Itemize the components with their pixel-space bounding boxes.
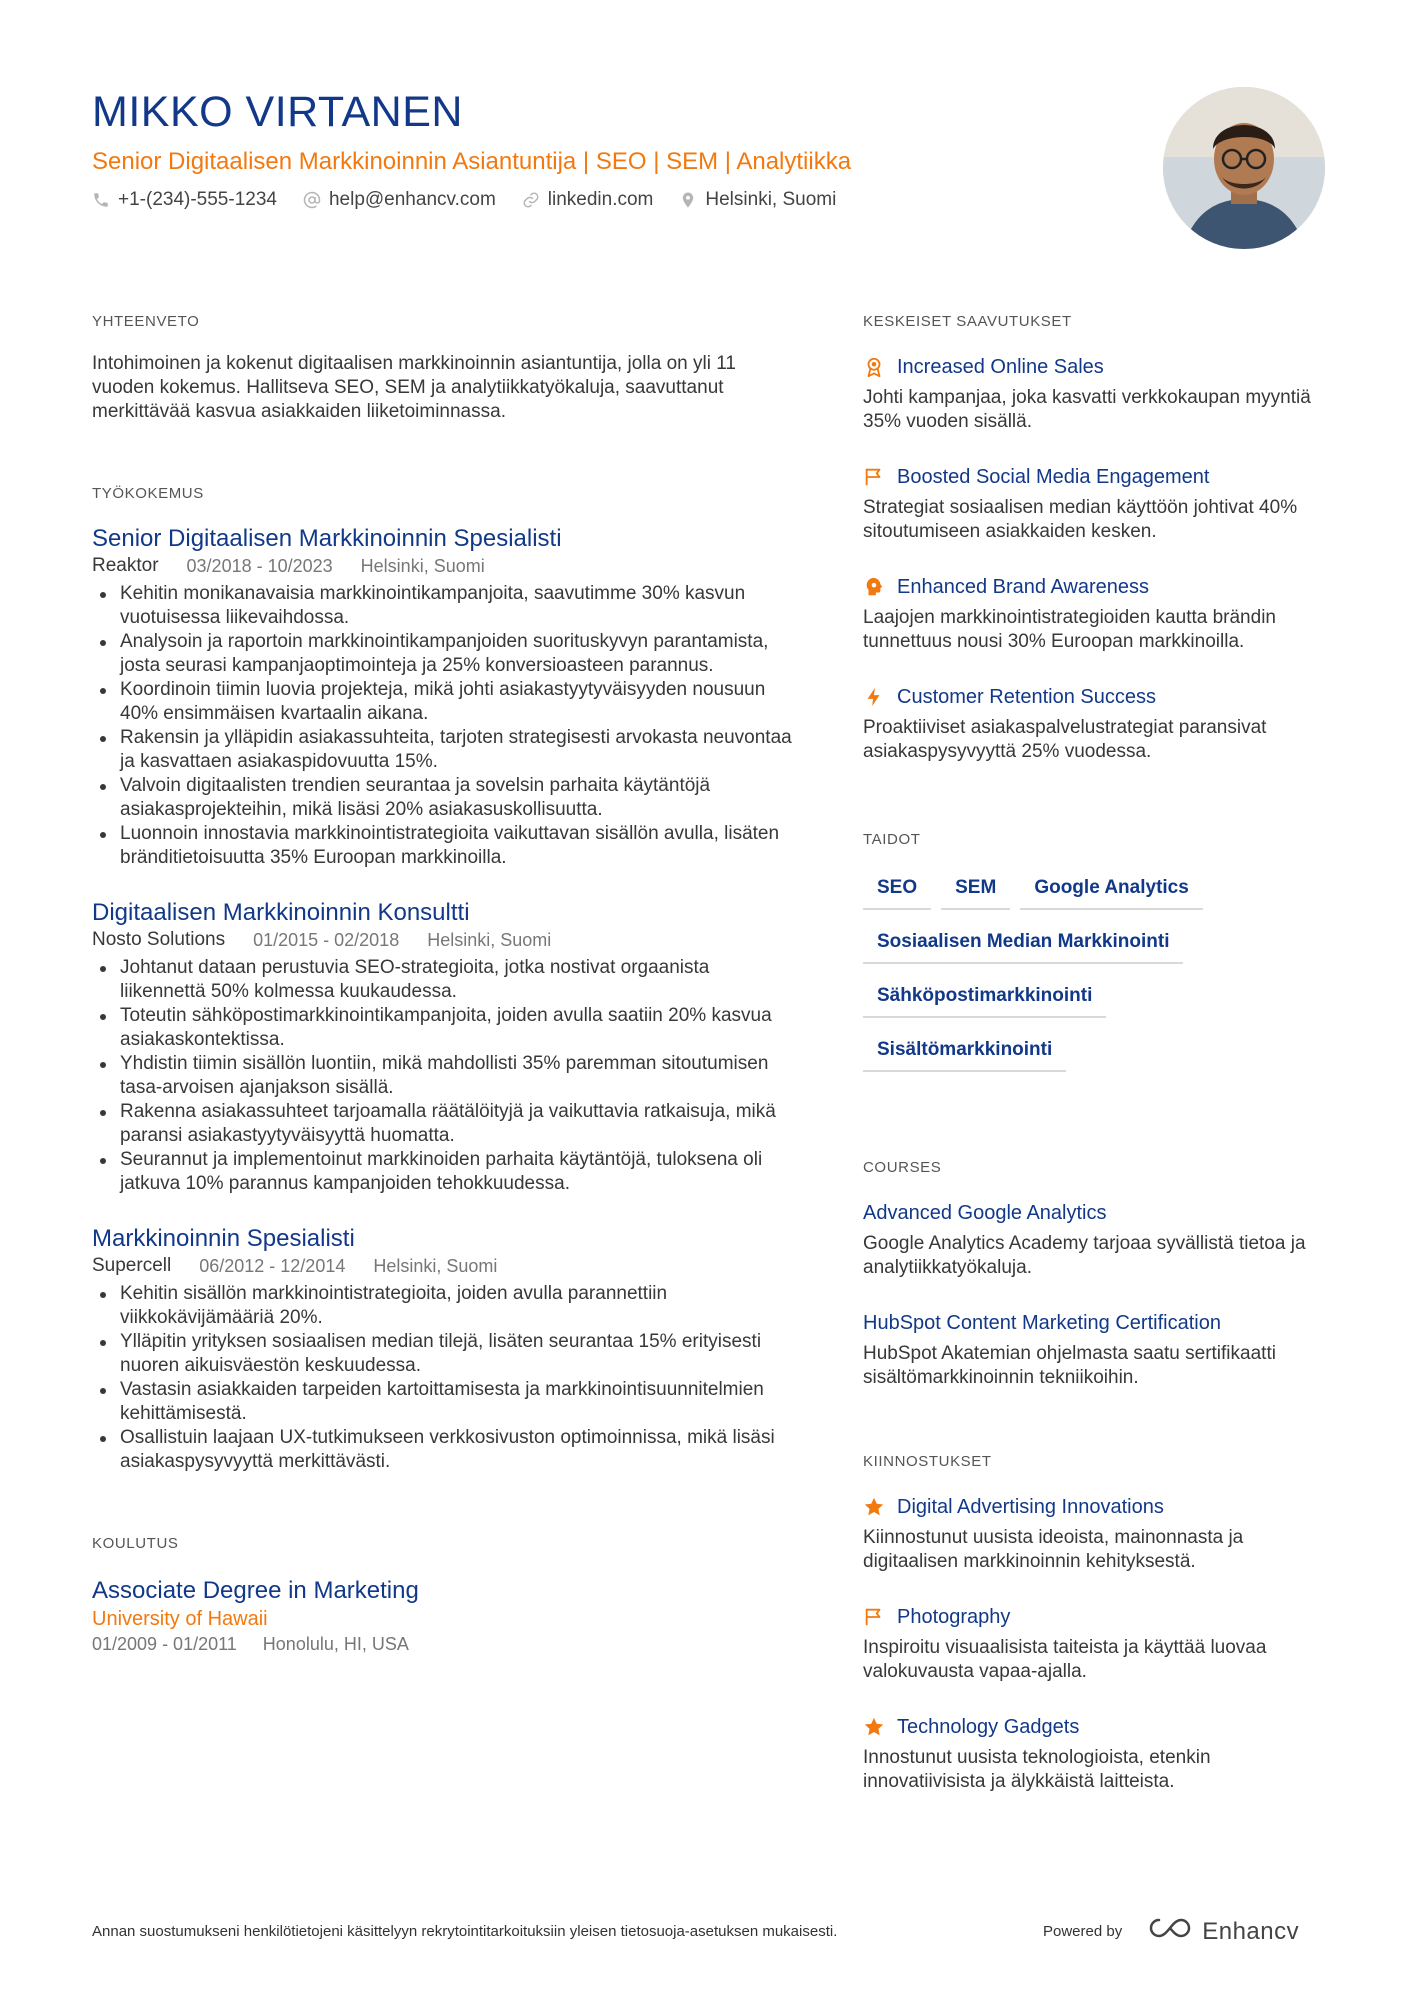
job-bullet: Rakensin ja ylläpidin asiakassuhteita, tarjoten strategisesti arvokasta neuvontaa ja kasvattaen asiakaspidovuutta 15%. — [92, 726, 792, 774]
job-company: Supercell — [92, 1255, 172, 1276]
education-meta — [92, 1632, 792, 1656]
achievement-desc: Johti kampanjaa, joka kasvatti verkkokaupan myyntiä 35% vuoden sisällä. — [863, 387, 1311, 432]
consent-text: Annan suostumukseni henkilötietojeni käsittelyyn rekrytointitarkoituksiin yleisen tietosuoja-asetuksen mukaisesti. — [92, 1923, 838, 1940]
phone-icon — [92, 191, 110, 209]
skill-tag: SEO — [863, 876, 931, 910]
job-meta — [92, 1254, 792, 1278]
profile-photo — [1163, 87, 1325, 249]
experience-section-title: TYÖKOKEMUS — [92, 485, 204, 502]
resume-header — [92, 85, 1152, 213]
job-company: Nosto Solutions — [92, 929, 226, 950]
job-title: Markkinoinnin Spesialisti — [92, 1225, 355, 1252]
email-text[interactable]: help@enhancv.com — [328, 189, 496, 210]
job-dates: 03/2018 - 10/2023 — [186, 556, 333, 576]
interest-head — [863, 1714, 1328, 1740]
job-dates: 06/2012 - 12/2014 — [199, 1256, 346, 1276]
job-bullets — [92, 582, 792, 870]
education-dates: 01/2009 - 01/2011 — [92, 1634, 237, 1654]
phone-text: +1-(234)-555-1234 — [118, 189, 277, 210]
right-column — [863, 312, 1328, 1794]
contact-phone — [92, 187, 277, 213]
job-bullet: Rakenna asiakassuhteet tarjoamalla räätälöityjä ja vaikuttavia ratkaisuja, mikä paransi asiakastyytyväisyyttä huomatta. — [92, 1100, 792, 1148]
job-meta — [92, 928, 792, 952]
job-bullet: Valvoin digitaalisten trendien seurantaa ja sovelsin parhaita käytäntöjä asiakasprojekteihin, mikä lisäsi 20% asiakasuskollisuutta. — [92, 774, 792, 822]
job-bullets — [92, 1282, 792, 1474]
education-location: Honolulu, HI, USA — [262, 1634, 409, 1654]
course-item — [863, 1310, 1328, 1390]
job-bullet: Seurannut ja implementoinut markkinoiden parhaita käytäntöjä, tuloksena oli jatkuva 10% parannus kampanjoiden tehokkuudessa. — [92, 1148, 792, 1196]
interest-desc: Inspiroitu visuaalisista taiteista ja käyttää luovaa valokuvausta vapaa-ajalla. — [863, 1637, 1267, 1682]
education-school: University of Hawaii — [92, 1608, 268, 1630]
course-desc: HubSpot Akatemian ohjelmasta saatu sertifikaatti sisältömarkkinoinnin tekniikoihin. — [863, 1343, 1276, 1388]
job-bullet: Vastasin asiakkaiden tarpeiden kartoittamisesta ja markkinointisuunnitelmien kehittämisestä. — [92, 1378, 792, 1426]
left-column — [92, 312, 792, 1656]
achievement-item — [863, 464, 1328, 544]
achievement-desc: Strategiat sosiaalisen median käyttöön johtivat 40% sitoutumiseen asiakkaiden kesken. — [863, 497, 1298, 542]
skills-list — [863, 876, 1328, 1072]
job-entry — [92, 1224, 792, 1474]
achievement-head — [863, 464, 1328, 490]
interest-desc: Innostunut uusista teknologioista, etenkin innovatiivisista ja älykkäistä laitteista. — [863, 1747, 1211, 1792]
job-location: Helsinki, Suomi — [360, 556, 485, 576]
candidate-headline: Senior Digitaalisen Markkinoinnin Asiantuntija | SEO | SEM | Analytiikka — [92, 148, 852, 175]
job-bullet: Analysoin ja raportoin markkinointikampanjoiden suorituskyvyn parantamista, josta seurasi kampanjaoptimointeja ja 25% konversioasteen parannus. — [92, 630, 792, 678]
course-title: Advanced Google Analytics — [863, 1202, 1107, 1224]
course-desc: Google Analytics Academy tarjoaa syvällistä tietoa ja analytiikkatyökaluja. — [863, 1233, 1306, 1278]
interests-section-title: KIINNOSTUKSET — [863, 1453, 992, 1470]
skill-tag: Sähköpostimarkkinointi — [863, 984, 1106, 1018]
brand-name: Enhancv — [1202, 1917, 1300, 1945]
award-icon — [863, 356, 885, 378]
interest-item — [863, 1714, 1328, 1794]
location-text: Helsinki, Suomi — [705, 189, 837, 210]
skill-tag: Google Analytics — [1020, 876, 1203, 910]
achievement-head — [863, 684, 1328, 710]
powered-by — [1043, 1915, 1299, 1948]
interest-desc: Kiinnostunut uusista ideoista, mainonnasta ja digitaalisen markkinoinnin kehityksestä. — [863, 1527, 1244, 1572]
education-section-title: KOULUTUS — [92, 1535, 179, 1552]
job-location: Helsinki, Suomi — [373, 1256, 498, 1276]
contact-email[interactable] — [303, 187, 496, 213]
achievement-item — [863, 574, 1328, 654]
skills-section-title: TAIDOT — [863, 831, 921, 848]
job-title: Digitaalisen Markkinoinnin Konsultti — [92, 899, 470, 926]
enhancv-logo[interactable] — [1146, 1915, 1299, 1948]
contact-row — [92, 187, 1152, 213]
achievement-head — [863, 574, 1328, 600]
education-entry — [92, 1576, 792, 1656]
star-icon — [863, 1496, 885, 1518]
job-bullets — [92, 956, 792, 1196]
job-bullet: Ylläpitin yrityksen sosiaalisen median tilejä, lisäten seurantaa 15% erityisesti nuoren aikuisväestön keskuudessa. — [92, 1330, 792, 1378]
job-bullet: Osallistuin laajaan UX-tutkimukseen verkkosivuston optimoinnissa, mikä lisäsi asiakaspysyvyyttä merkittävästi. — [92, 1426, 792, 1474]
education-degree: Associate Degree in Marketing — [92, 1577, 419, 1604]
candidate-name: MIKKO VIRTANEN — [92, 88, 463, 136]
achievements-section-title: KESKEISET SAAVUTUKSET — [863, 313, 1072, 330]
job-bullet: Luonnoin innostavia markkinointistrategioita vaikuttavan sisällön avulla, lisäten bränditietoisuutta 35% Euroopan markkinoilla. — [92, 822, 792, 870]
achievement-item — [863, 354, 1328, 434]
skill-tag: Sosiaalisen Median Markkinointi — [863, 930, 1183, 964]
course-item — [863, 1200, 1328, 1280]
job-bullet: Yhdistin tiimin sisällön luontiin, mikä mahdollisti 35% paremman sitoutumisen tasa-arvoisen ajanjakson sisällä. — [92, 1052, 792, 1100]
bolt-icon — [863, 686, 885, 708]
summary-text: Intohimoinen ja kokenut digitaalisen markkinoinnin asiantuntija, jolla on yli 11 vuoden kokemus. Hallitseva SEO, SEM ja analytiikkatyökaluja, saavuttanut merkittävää kasvua asiakkaiden liiketoiminnassa. — [92, 353, 736, 422]
achievement-desc: Laajojen markkinointistrategioiden kautta brändin tunnettuus nousi 30% Euroopan markkinoilla. — [863, 607, 1276, 652]
achievement-title: Enhanced Brand Awareness — [897, 576, 1150, 598]
star-icon — [863, 1716, 885, 1738]
link-icon — [522, 191, 540, 209]
job-bullet: Kehitin monikanavaisia markkinointikampanjoita, saavutimme 30% kasvun vuotuisessa liikevaihdossa. — [92, 582, 792, 630]
course-title: HubSpot Content Marketing Certification — [863, 1312, 1221, 1334]
job-location: Helsinki, Suomi — [427, 930, 552, 950]
flag-icon — [863, 466, 885, 488]
location-pin-icon — [679, 191, 697, 209]
flag-icon — [863, 1606, 885, 1628]
job-entry — [92, 524, 792, 870]
achievement-item — [863, 684, 1328, 764]
job-title: Senior Digitaalisen Markkinoinnin Spesialisti — [92, 525, 562, 552]
achievement-title: Customer Retention Success — [897, 686, 1157, 708]
interest-title: Digital Advertising Innovations — [897, 1496, 1164, 1518]
contact-location — [679, 187, 836, 213]
head-icon — [863, 576, 885, 598]
achievement-desc: Proaktiiviset asiakaspalvelustrategiat paransivat asiakaspysyvyyttä 25% vuodessa. — [863, 717, 1267, 762]
job-bullet: Johtanut dataan perustuvia SEO-strategioita, jotka nostivat orgaanista liikennettä 50% kolmessa kuukaudessa. — [92, 956, 792, 1004]
job-company: Reaktor — [92, 555, 159, 576]
job-meta — [92, 554, 792, 578]
achievement-title: Boosted Social Media Engagement — [897, 466, 1210, 488]
interest-title: Photography — [897, 1606, 1011, 1628]
job-bullet: Toteutin sähköpostimarkkinointikampanjoita, joiden avulla saatiin 20% kasvua asiakaskontektissa. — [92, 1004, 792, 1052]
interest-head — [863, 1604, 1328, 1630]
skill-tag: Sisältömarkkinointi — [863, 1038, 1066, 1072]
achievement-head — [863, 354, 1328, 380]
job-bullet: Kehitin sisällön markkinointistrategioita, joiden avulla parannettiin viikkokävijämääriä 20%. — [92, 1282, 792, 1330]
job-dates: 01/2015 - 02/2018 — [253, 930, 400, 950]
job-bullet: Koordinoin tiimin luovia projekteja, mikä johti asiakastyytyväisyyden nousuun 40% ensimmäisen kvartaalin aikana. — [92, 678, 792, 726]
powered-by-label: Powered by — [1043, 1923, 1123, 1940]
interest-item — [863, 1604, 1328, 1684]
achievement-title: Increased Online Sales — [897, 356, 1104, 378]
interest-head — [863, 1494, 1328, 1520]
job-entry — [92, 898, 792, 1196]
interest-item — [863, 1494, 1328, 1574]
skill-tag: SEM — [941, 876, 1010, 910]
summary-section-title: YHTEENVETO — [92, 313, 200, 330]
courses-section-title: COURSES — [863, 1159, 942, 1176]
interest-title: Technology Gadgets — [897, 1716, 1080, 1738]
infinity-icon — [1146, 1915, 1194, 1948]
at-icon — [303, 191, 321, 209]
linkedin-text[interactable]: linkedin.com — [547, 189, 654, 210]
contact-linkedin[interactable] — [522, 187, 654, 213]
